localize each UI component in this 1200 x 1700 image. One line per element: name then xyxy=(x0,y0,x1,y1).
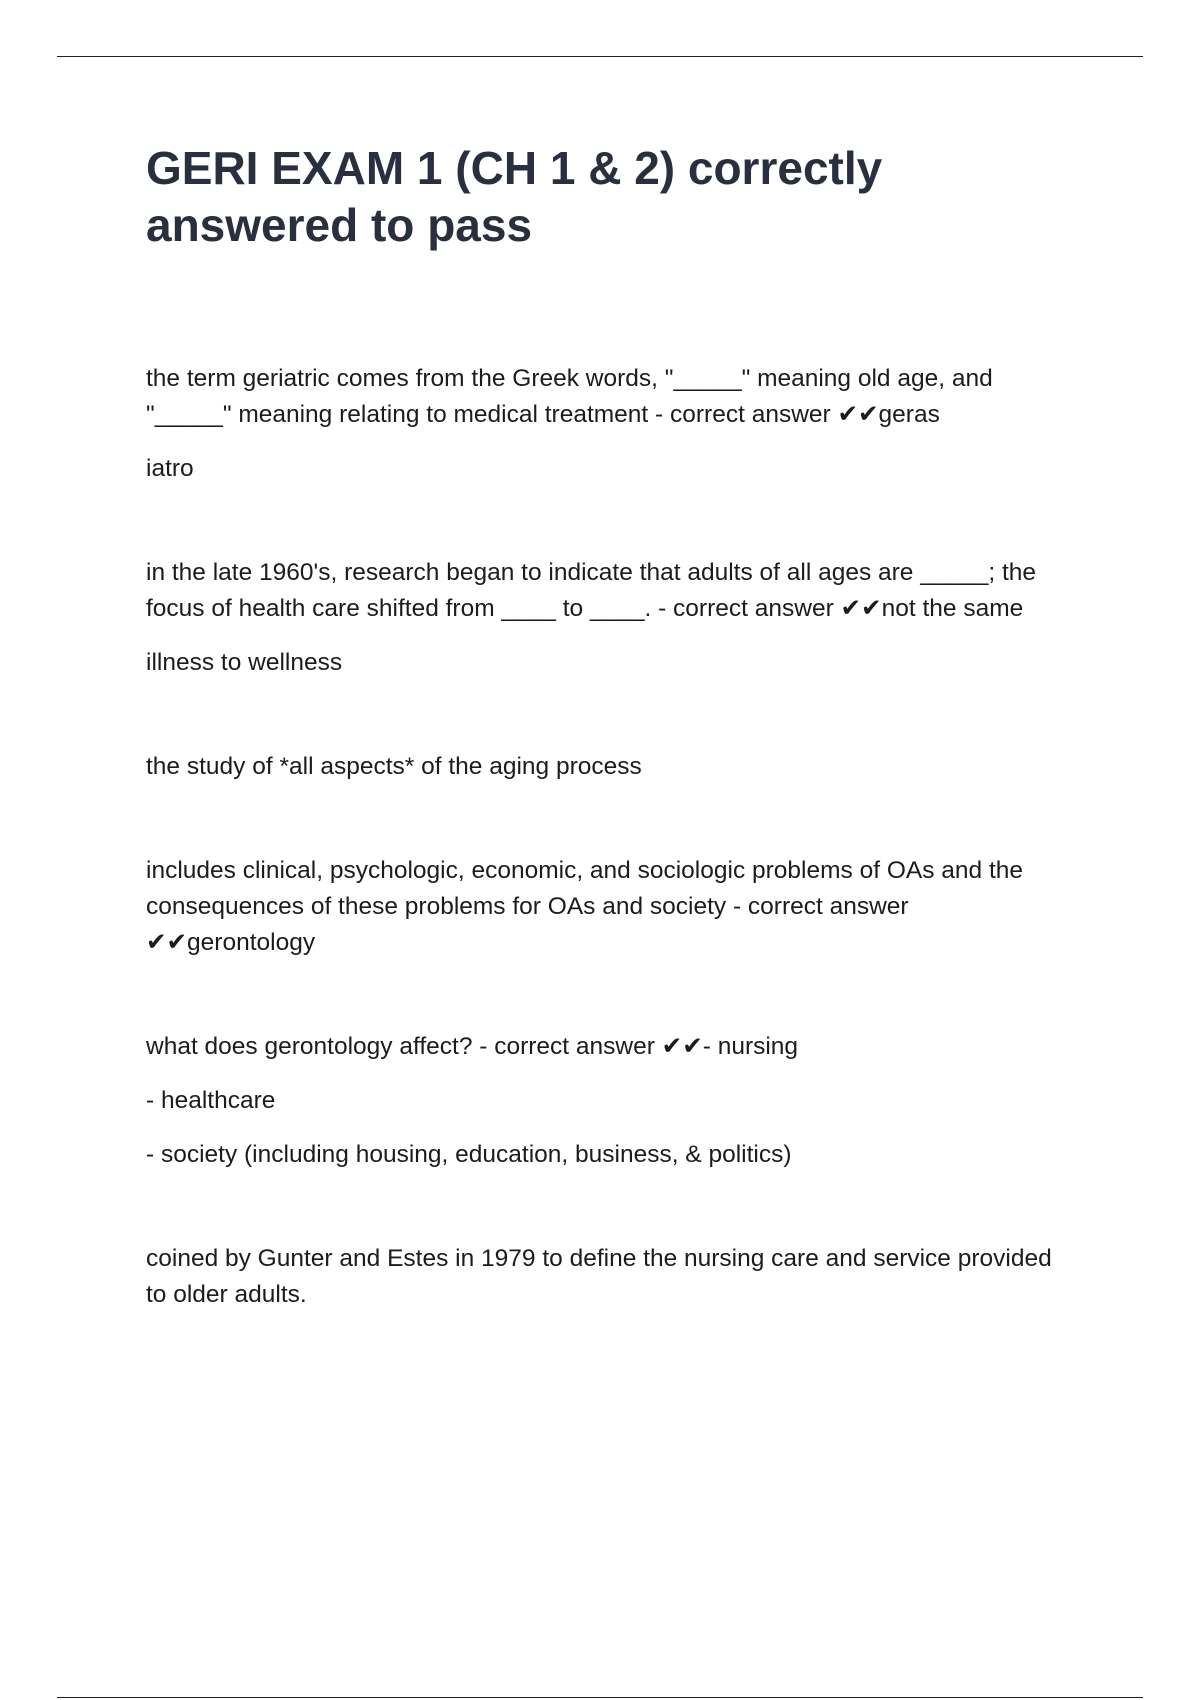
qa-question: the term geriatric comes from the Greek words, "_____" meaning old age, and "_____" meaning relating to medical treatment - correct answer ✔✔geras xyxy=(146,365,993,428)
bottom-rule xyxy=(57,1697,1143,1698)
qa-item-1 xyxy=(146,361,1076,487)
qa-answer-line: - healthcare xyxy=(146,1087,276,1114)
qa-question: includes clinical, psychologic, economic, and sociologic problems of OAs and the consequences of these problems for OAs and society - correct answer ✔✔gerontology xyxy=(146,857,1024,956)
qa-list xyxy=(146,361,1076,1313)
qa-answer-line: iatro xyxy=(146,455,194,482)
qa-answer-line: illness to wellness xyxy=(146,649,343,676)
qa-item-4 xyxy=(146,853,1076,961)
qa-item-3 xyxy=(146,749,1076,785)
top-rule xyxy=(57,56,1143,57)
qa-item-6 xyxy=(146,1241,1076,1313)
qa-question: coined by Gunter and Estes in 1979 to define the nursing care and service provided to older adults. xyxy=(146,1245,1052,1308)
qa-item-5 xyxy=(146,1029,1076,1173)
qa-question: the study of *all aspects* of the aging process xyxy=(146,753,642,780)
qa-question: in the late 1960's, research began to indicate that adults of all ages are _____; the focus of health care shifted from ____ to ____. - correct answer ✔✔not the same xyxy=(146,559,1037,622)
qa-question: what does gerontology affect? - correct answer ✔✔- nursing xyxy=(146,1033,799,1060)
qa-answer-line: - society (including housing, education, business, & politics) xyxy=(146,1141,792,1168)
qa-item-2 xyxy=(146,555,1076,681)
document-title: GERI EXAM 1 (CH 1 & 2) correctly answered to pass xyxy=(146,142,883,251)
